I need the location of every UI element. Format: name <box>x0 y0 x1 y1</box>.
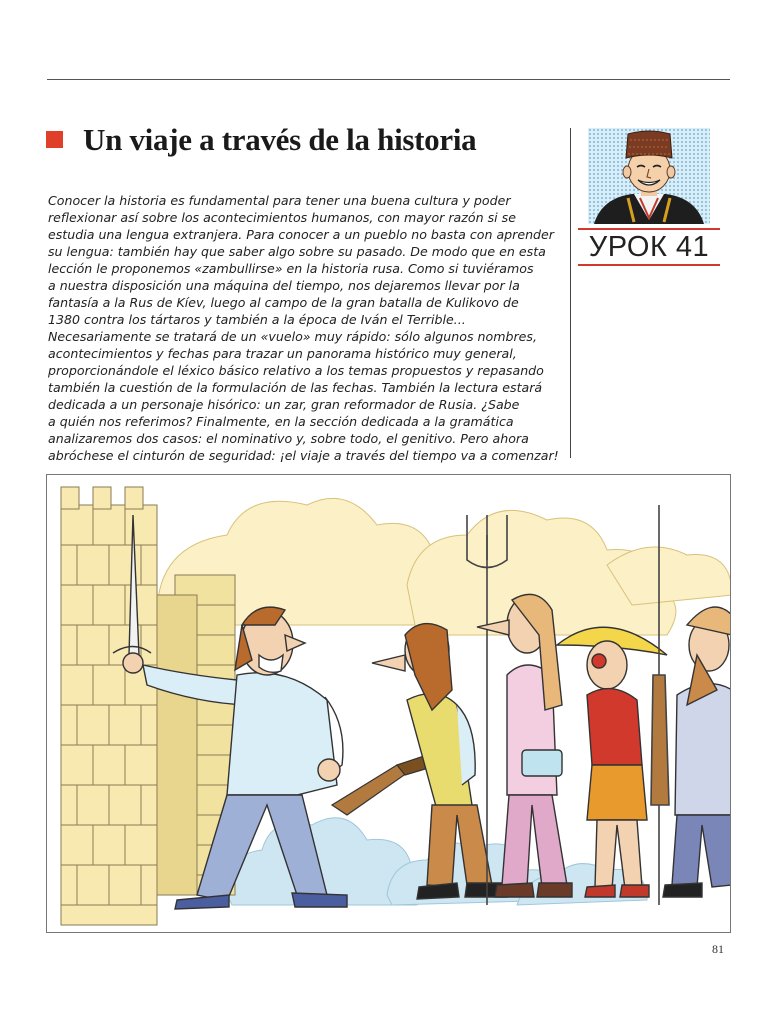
intro-line: también la cuestión de la formulación de las fechas. También la lectura estará <box>48 380 543 395</box>
intro-line: Necesariamente se tratará de un «vuelo» muy rápido: sólo algunos nombres, <box>48 329 537 344</box>
sidebar-divider <box>570 128 571 458</box>
intro-line: analizaremos dos casos: el nominativo y, sobre todo, el genitivo. Pero ahora <box>48 431 529 446</box>
time-travel-cartoon <box>47 475 731 933</box>
intro-line: a quién nos referimos? Finalmente, en la sección dedicada a la gramática <box>48 414 514 429</box>
intro-line: estudia una lengua extranjera. Para conocer a un pueblo no basta con aprender <box>48 227 554 242</box>
portrait-image <box>588 128 710 224</box>
intro-line: su lengua: también hay que saber algo sobre su pasado. De modo que en esta <box>48 244 546 259</box>
page-title: Un viaje a través de la historia <box>83 122 477 157</box>
intro-line: a nuestra disposición una máquina del tiempo, nos dejaremos llevar por la <box>48 278 520 293</box>
intro-line: dedicada a un personaje hisórico: un zar, gran reformador de Rusia. ¿Sabe <box>48 397 520 412</box>
cartoon-illustration <box>46 474 731 933</box>
intro-line: lección le proponemos «zambullirse» en la historia rusa. Como si tuviéramos <box>48 261 534 276</box>
intro-line: acontecimientos y fechas para trazar un panorama histórico muy general, <box>48 346 517 361</box>
top-rule <box>47 79 730 80</box>
lesson-rule-bottom <box>578 264 720 266</box>
intro-line: reflexionar así sobre los acontecimientos humanos, con mayor razón si se <box>48 210 516 225</box>
man-with-fur-hat-illustration <box>588 128 710 224</box>
intro-line: proporcionándole el léxico básico relativo a los temas propuestos y repasando <box>48 363 544 378</box>
page-number: 81 <box>712 942 724 956</box>
intro-line: Conocer la historia es fundamental para tener una buena cultura y poder <box>48 193 511 208</box>
intro-line: abróchese el cinturón de seguridad: ¡el viaje a través del tiempo va a comenzar! <box>48 448 559 463</box>
intro-line: fantasía a la Rus de Kíev, luego al campo de la gran batalla de Kulikovo de <box>48 295 519 310</box>
title-marker <box>46 131 63 148</box>
lesson-label: УРОК 41 <box>588 231 710 263</box>
intro-paragraph <box>48 192 559 464</box>
intro-line: 1380 contra los tártaros y también a la época de Iván el Terrible... <box>48 312 466 327</box>
